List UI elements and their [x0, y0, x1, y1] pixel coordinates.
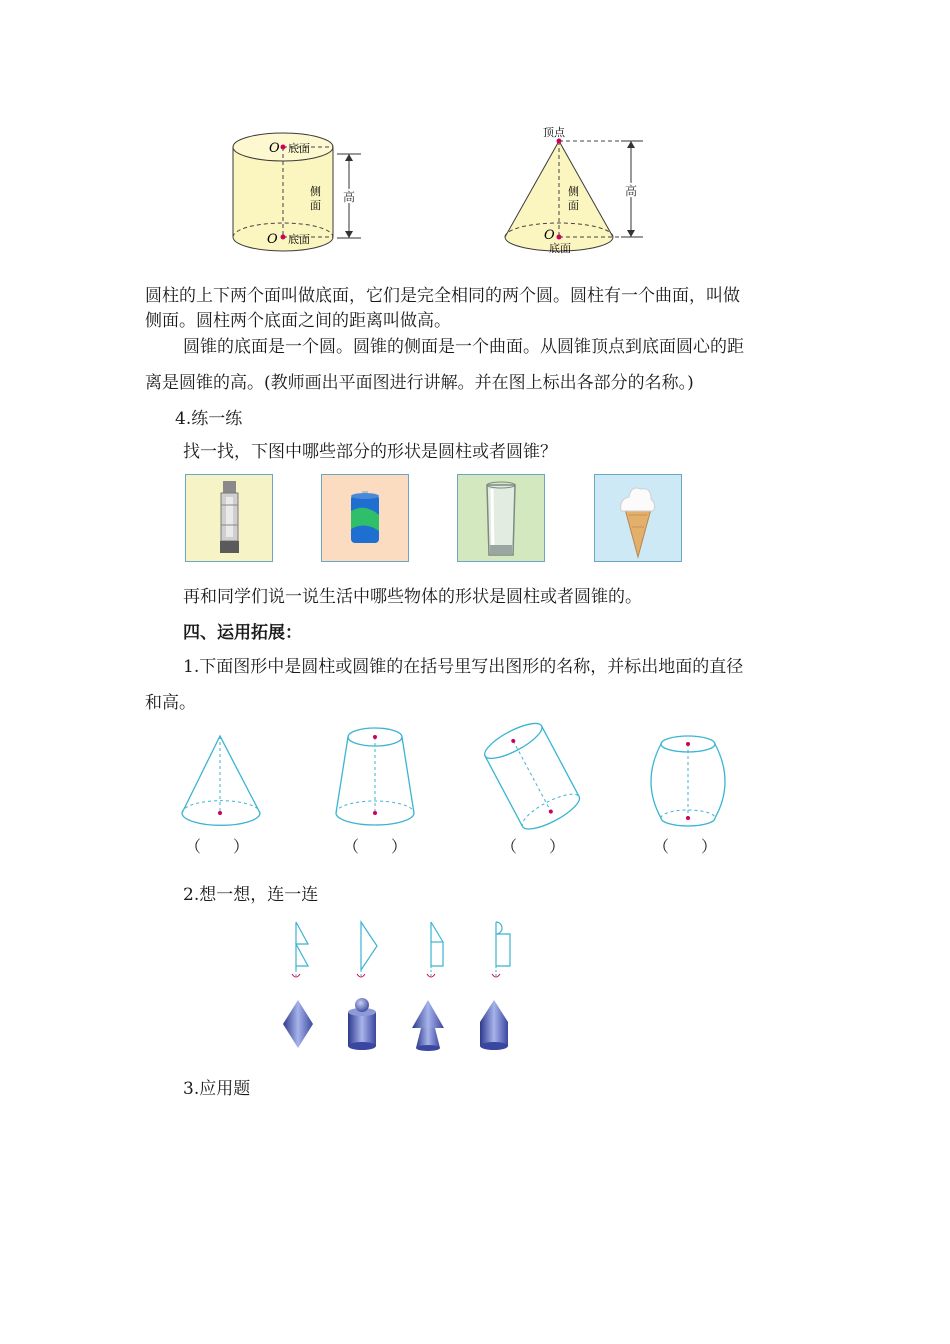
outline-rect-triangle — [423, 920, 453, 984]
cylinder-side-label-2: 面 — [310, 199, 321, 212]
cylinder-bottom-face-label: 底面 — [288, 233, 310, 246]
paragraph-cylinder-line1: 圆柱的上下两个面叫做底面，它们是完全相同的两个圆。圆柱有一个曲面，叫做 — [145, 286, 740, 306]
cylinder-side-label-1: 侧 — [310, 185, 321, 198]
ice-cream-cone-icon — [595, 475, 681, 561]
cone-bottom-face-label: 底面 — [549, 242, 571, 255]
practice-prompt: 找一找，下图中哪些部分的形状是圆柱或者圆锥？ — [183, 442, 557, 462]
cone-apex-label: 顶点 — [543, 126, 565, 139]
paragraph-cylinder-line2: 侧面。圆柱两个底面之间的距离叫做高。 — [145, 311, 451, 331]
question1-line2: 和高。 — [145, 693, 196, 713]
question1-line1: 1.下面图形中是圆柱或圆锥的在括号里写出图形的名称，并标出地面的直径 — [183, 657, 744, 677]
cone-center-label: O — [544, 228, 555, 243]
solid-cone-on-cylinder — [476, 998, 512, 1052]
question3-heading: 3.应用题 — [183, 1079, 251, 1099]
section-heading: 四、运用拓展： — [183, 623, 302, 643]
solid-double-cone — [280, 998, 316, 1052]
cylinder-center-top: O — [269, 141, 280, 156]
question2-heading: 2.想一想，连一连 — [183, 885, 319, 905]
shape-cone — [178, 733, 268, 828]
battery-icon — [322, 475, 408, 561]
solid-cone-on-cone — [410, 998, 446, 1052]
cylinder-diagram — [225, 125, 375, 265]
cylinder-top-face-label: 底面 — [288, 142, 310, 155]
answer-paren-2[interactable]: （ ） — [343, 837, 408, 856]
practice-heading: 4.练一练 — [175, 409, 243, 429]
outline-triangle — [353, 920, 383, 984]
cone-height-label: 高 — [625, 184, 638, 198]
paragraph-cone-line2: 离是圆锥的高。(教师画出平面图进行讲解。并在图上标出各部分的名称。) — [145, 373, 694, 393]
outline-rect-semicircle — [488, 920, 518, 984]
paragraph-cone-line1: 圆锥的底面是一个圆。圆锥的侧面是一个曲面。从圆锥顶点到底面圆心的距 — [183, 337, 744, 357]
shape-frustum — [330, 725, 420, 830]
answer-paren-4[interactable]: （ ） — [653, 837, 718, 856]
cylinder-height-label: 高 — [343, 190, 356, 204]
flashlight-photo — [185, 474, 273, 562]
solid-cylinder-sphere — [344, 996, 380, 1052]
shape-barrel — [643, 734, 733, 829]
flashlight-icon — [186, 475, 272, 561]
cone-diagram — [495, 125, 655, 260]
outline-double-triangle — [288, 920, 318, 984]
cylinder-center-bottom: O — [267, 232, 278, 247]
practice-followup: 再和同学们说一说生活中哪些物体的形状是圆柱或者圆锥的。 — [183, 587, 642, 607]
glass-cup-photo — [457, 474, 545, 562]
answer-paren-3[interactable]: （ ） — [501, 837, 566, 856]
shape-tilted-cylinder — [478, 722, 588, 834]
cone-side-label-2: 面 — [568, 199, 579, 212]
answer-paren-1[interactable]: （ ） — [185, 837, 250, 856]
cone-side-label-1: 侧 — [568, 185, 579, 198]
battery-photo — [321, 474, 409, 562]
ice-cream-photo — [594, 474, 682, 562]
glass-cup-icon — [458, 475, 544, 561]
